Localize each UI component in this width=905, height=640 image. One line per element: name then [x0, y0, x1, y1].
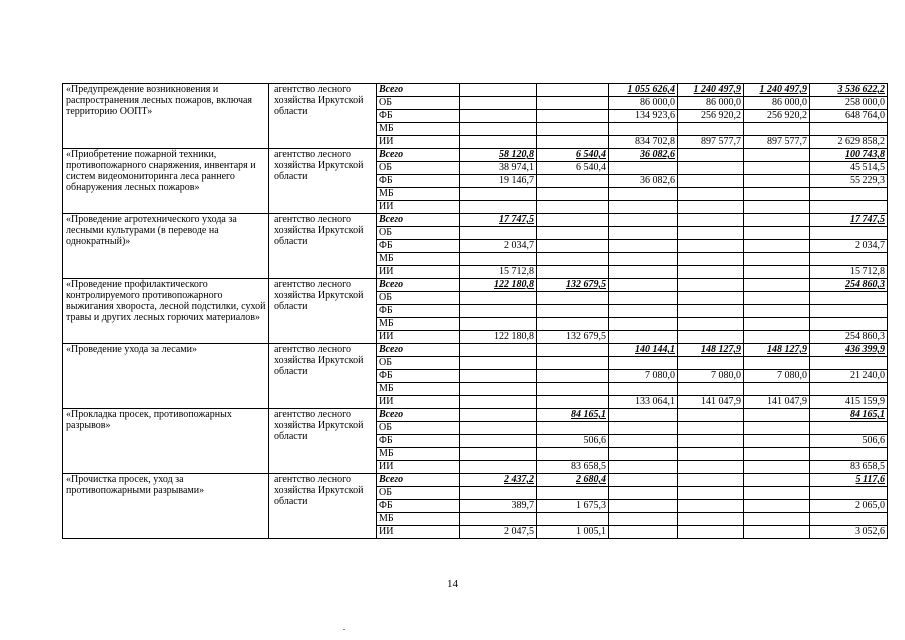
amount-cell — [810, 487, 888, 500]
table-row — [63, 149, 888, 162]
amount-cell: 2 047,5 — [460, 526, 537, 539]
amount-cell — [537, 513, 609, 526]
amount-cell — [460, 487, 537, 500]
amount-cell — [744, 227, 810, 240]
amount-cell — [537, 305, 609, 318]
amount-cell: 3 052,6 — [810, 526, 888, 539]
funding-source: ИИ — [377, 201, 460, 214]
amount-cell — [678, 331, 744, 344]
amount-cell: 148 127,9 — [678, 344, 744, 357]
amount-cell — [744, 448, 810, 461]
funding-source: ФБ — [377, 305, 460, 318]
amount-cell — [460, 253, 537, 266]
measure-name: «Предупреждение возникновения и распространения лесных пожаров, включая территорию ООПТ» — [63, 84, 269, 149]
executor: агентство лесного хозяйства Иркутской области — [269, 474, 377, 539]
amount-cell: 132 679,5 — [537, 331, 609, 344]
amount-cell — [678, 253, 744, 266]
amount-cell — [609, 162, 678, 175]
amount-cell — [678, 318, 744, 331]
amount-cell — [537, 487, 609, 500]
amount-cell — [744, 409, 810, 422]
amount-cell — [537, 123, 609, 136]
page-number: 14 — [447, 578, 458, 590]
amount-cell — [537, 253, 609, 266]
amount-cell: 2 437,2 — [460, 474, 537, 487]
amount-cell — [744, 513, 810, 526]
amount-cell — [537, 227, 609, 240]
amount-cell: 141 047,9 — [744, 396, 810, 409]
funding-source: МБ — [377, 318, 460, 331]
amount-cell — [460, 84, 537, 97]
amount-cell — [460, 136, 537, 149]
amount-cell — [460, 409, 537, 422]
amount-cell — [810, 383, 888, 396]
table-row — [63, 279, 888, 292]
amount-cell — [810, 318, 888, 331]
table-row — [63, 84, 888, 97]
funding-source: ИИ — [377, 266, 460, 279]
amount-cell: 148 127,9 — [744, 344, 810, 357]
amount-cell — [744, 383, 810, 396]
amount-cell — [678, 461, 744, 474]
funding-source: ФБ — [377, 370, 460, 383]
amount-cell — [537, 422, 609, 435]
amount-cell — [744, 292, 810, 305]
amount-cell — [678, 422, 744, 435]
executor: агентство лесного хозяйства Иркутской области — [269, 149, 377, 214]
amount-cell: 55 229,3 — [810, 175, 888, 188]
amount-cell — [744, 253, 810, 266]
amount-cell — [537, 188, 609, 201]
funding-source: ОБ — [377, 292, 460, 305]
funding-source: ОБ — [377, 162, 460, 175]
amount-cell — [537, 370, 609, 383]
measure-name: «Проведение профилактического контролируемого противопожарного выжигания хвороста, лесной подстилки, сухой травы и других лесных горючих материалов» — [63, 279, 269, 344]
amount-cell — [537, 201, 609, 214]
amount-cell — [537, 110, 609, 123]
amount-cell — [744, 175, 810, 188]
measure-name: «Проведение агротехнического ухода за лесными культурами (в переводе на однократный)» — [63, 214, 269, 279]
amount-cell — [744, 201, 810, 214]
amount-cell — [744, 461, 810, 474]
amount-cell — [678, 435, 744, 448]
amount-cell — [744, 318, 810, 331]
funding-source: МБ — [377, 383, 460, 396]
budget-table — [62, 83, 888, 539]
amount-cell — [609, 201, 678, 214]
funding-source: Всего — [377, 149, 460, 162]
amount-cell: 132 679,5 — [537, 279, 609, 292]
amount-cell — [810, 448, 888, 461]
amount-cell: 15 712,8 — [460, 266, 537, 279]
funding-source: МБ — [377, 188, 460, 201]
amount-cell — [537, 318, 609, 331]
amount-cell — [744, 149, 810, 162]
amount-cell — [609, 409, 678, 422]
amount-cell: 86 000,0 — [609, 97, 678, 110]
amount-cell — [537, 84, 609, 97]
amount-cell — [609, 448, 678, 461]
table-row — [63, 214, 888, 227]
amount-cell: 2 629 858,2 — [810, 136, 888, 149]
amount-cell: 436 399,9 — [810, 344, 888, 357]
executor: агентство лесного хозяйства Иркутской области — [269, 409, 377, 474]
amount-cell: 83 658,5 — [810, 461, 888, 474]
amount-cell — [678, 357, 744, 370]
amount-cell — [609, 357, 678, 370]
amount-cell — [678, 123, 744, 136]
funding-source: МБ — [377, 123, 460, 136]
amount-cell — [609, 422, 678, 435]
amount-cell: 2 680,4 — [537, 474, 609, 487]
amount-cell — [460, 201, 537, 214]
amount-cell: 36 082,6 — [609, 175, 678, 188]
funding-source: ОБ — [377, 227, 460, 240]
amount-cell — [744, 123, 810, 136]
table-row — [63, 409, 888, 422]
amount-cell — [537, 97, 609, 110]
amount-cell — [460, 227, 537, 240]
amount-cell — [678, 487, 744, 500]
amount-cell: 1 240 497,9 — [678, 84, 744, 97]
amount-cell: 58 120,8 — [460, 149, 537, 162]
amount-cell — [744, 422, 810, 435]
funding-source: ОБ — [377, 97, 460, 110]
amount-cell — [460, 97, 537, 110]
amount-cell: 2 034,7 — [460, 240, 537, 253]
amount-cell: 7 080,0 — [744, 370, 810, 383]
amount-cell — [609, 240, 678, 253]
amount-cell — [537, 214, 609, 227]
funding-source: ИИ — [377, 526, 460, 539]
amount-cell — [678, 448, 744, 461]
executor: агентство лесного хозяйства Иркутской области — [269, 84, 377, 149]
amount-cell: 897 577,7 — [678, 136, 744, 149]
amount-cell — [609, 526, 678, 539]
amount-cell: 389,7 — [460, 500, 537, 513]
amount-cell: 415 159,9 — [810, 396, 888, 409]
amount-cell — [810, 253, 888, 266]
amount-cell: 21 240,0 — [810, 370, 888, 383]
amount-cell: 86 000,0 — [744, 97, 810, 110]
amount-cell — [744, 214, 810, 227]
amount-cell: 17 747,5 — [810, 214, 888, 227]
funding-source: ОБ — [377, 422, 460, 435]
amount-cell — [609, 318, 678, 331]
amount-cell: 17 747,5 — [460, 214, 537, 227]
amount-cell: 256 920,2 — [678, 110, 744, 123]
amount-cell — [744, 526, 810, 539]
table-row — [63, 474, 888, 487]
amount-cell — [460, 513, 537, 526]
funding-source: Всего — [377, 214, 460, 227]
amount-cell — [460, 448, 537, 461]
amount-cell: 19 146,7 — [460, 175, 537, 188]
amount-cell — [678, 214, 744, 227]
amount-cell — [609, 513, 678, 526]
amount-cell — [609, 435, 678, 448]
amount-cell: 100 743,8 — [810, 149, 888, 162]
funding-source: Всего — [377, 409, 460, 422]
amount-cell — [460, 305, 537, 318]
amount-cell — [744, 435, 810, 448]
funding-source: Всего — [377, 84, 460, 97]
amount-cell — [678, 383, 744, 396]
amount-cell — [810, 201, 888, 214]
amount-cell — [609, 188, 678, 201]
amount-cell — [609, 279, 678, 292]
amount-cell — [744, 500, 810, 513]
amount-cell — [810, 227, 888, 240]
amount-cell — [537, 266, 609, 279]
amount-cell — [609, 292, 678, 305]
amount-cell: 83 658,5 — [537, 461, 609, 474]
executor: агентство лесного хозяйства Иркутской области — [269, 344, 377, 409]
amount-cell: 15 712,8 — [810, 266, 888, 279]
amount-cell: 122 180,8 — [460, 331, 537, 344]
measure-name: «Прочистка просек, уход за противопожарными разрывами» — [63, 474, 269, 539]
amount-cell: 86 000,0 — [678, 97, 744, 110]
amount-cell: 6 540,4 — [537, 162, 609, 175]
amount-cell: 648 764,0 — [810, 110, 888, 123]
amount-cell — [678, 201, 744, 214]
amount-cell: 7 080,0 — [678, 370, 744, 383]
amount-cell — [460, 396, 537, 409]
funding-source: ФБ — [377, 175, 460, 188]
amount-cell — [744, 188, 810, 201]
funding-source: Всего — [377, 279, 460, 292]
amount-cell — [609, 227, 678, 240]
amount-cell: 6 540,4 — [537, 149, 609, 162]
executor: агентство лесного хозяйства Иркутской области — [269, 214, 377, 279]
amount-cell — [810, 123, 888, 136]
amount-cell: 3 536 622,2 — [810, 84, 888, 97]
amount-cell — [810, 357, 888, 370]
amount-cell: 258 000,0 — [810, 97, 888, 110]
amount-cell — [678, 227, 744, 240]
amount-cell: 506,6 — [810, 435, 888, 448]
amount-cell — [678, 188, 744, 201]
amount-cell: 1 055 626,4 — [609, 84, 678, 97]
amount-cell: 133 064,1 — [609, 396, 678, 409]
amount-cell — [609, 123, 678, 136]
amount-cell: 834 702,8 — [609, 136, 678, 149]
amount-cell — [609, 266, 678, 279]
amount-cell: 134 923,6 — [609, 110, 678, 123]
amount-cell — [609, 487, 678, 500]
funding-source: Всего — [377, 474, 460, 487]
amount-cell — [460, 188, 537, 201]
funding-source: МБ — [377, 448, 460, 461]
amount-cell — [609, 305, 678, 318]
amount-cell — [678, 305, 744, 318]
amount-cell: 2 034,7 — [810, 240, 888, 253]
amount-cell: 38 974,1 — [460, 162, 537, 175]
amount-cell — [460, 318, 537, 331]
amount-cell — [537, 175, 609, 188]
amount-cell: 506,6 — [537, 435, 609, 448]
amount-cell — [678, 266, 744, 279]
amount-cell — [744, 279, 810, 292]
amount-cell — [609, 474, 678, 487]
amount-cell — [810, 422, 888, 435]
amount-cell — [460, 357, 537, 370]
amount-cell — [537, 344, 609, 357]
funding-source: ИИ — [377, 331, 460, 344]
amount-cell: 141 047,9 — [678, 396, 744, 409]
amount-cell — [810, 188, 888, 201]
amount-cell: 1 675,3 — [537, 500, 609, 513]
amount-cell — [460, 383, 537, 396]
amount-cell — [460, 292, 537, 305]
amount-cell — [609, 461, 678, 474]
amount-cell: 84 165,1 — [810, 409, 888, 422]
amount-cell — [460, 435, 537, 448]
amount-cell: 140 144,1 — [609, 344, 678, 357]
amount-cell — [537, 383, 609, 396]
amount-cell — [678, 175, 744, 188]
executor: агентство лесного хозяйства Иркутской области — [269, 279, 377, 344]
amount-cell — [537, 357, 609, 370]
table-row — [63, 344, 888, 357]
funding-source: ФБ — [377, 500, 460, 513]
amount-cell — [609, 253, 678, 266]
amount-cell — [810, 513, 888, 526]
amount-cell — [744, 474, 810, 487]
amount-cell — [810, 305, 888, 318]
amount-cell — [678, 526, 744, 539]
amount-cell: 7 080,0 — [609, 370, 678, 383]
amount-cell — [678, 279, 744, 292]
amount-cell — [678, 500, 744, 513]
amount-cell — [460, 123, 537, 136]
amount-cell — [609, 214, 678, 227]
amount-cell — [744, 266, 810, 279]
amount-cell: 254 860,3 — [810, 279, 888, 292]
amount-cell: 254 860,3 — [810, 331, 888, 344]
amount-cell — [744, 331, 810, 344]
amount-cell — [537, 396, 609, 409]
funding-source: МБ — [377, 253, 460, 266]
funding-source: МБ — [377, 513, 460, 526]
amount-cell: 122 180,8 — [460, 279, 537, 292]
funding-source: ОБ — [377, 357, 460, 370]
amount-cell — [460, 370, 537, 383]
amount-cell: 1 005,1 — [537, 526, 609, 539]
funding-source: ФБ — [377, 110, 460, 123]
amount-cell: 84 165,1 — [537, 409, 609, 422]
funding-source: ИИ — [377, 461, 460, 474]
funding-source: ФБ — [377, 240, 460, 253]
amount-cell — [537, 292, 609, 305]
funding-source: ИИ — [377, 396, 460, 409]
amount-cell — [537, 240, 609, 253]
amount-cell — [537, 448, 609, 461]
amount-cell — [744, 357, 810, 370]
amount-cell: 45 514,5 — [810, 162, 888, 175]
amount-cell: 897 577,7 — [744, 136, 810, 149]
amount-cell — [609, 383, 678, 396]
amount-cell — [678, 240, 744, 253]
amount-cell: 1 240 497,9 — [744, 84, 810, 97]
amount-cell — [537, 136, 609, 149]
amount-cell — [744, 305, 810, 318]
amount-cell — [678, 474, 744, 487]
amount-cell: 2 065,0 — [810, 500, 888, 513]
amount-cell — [460, 461, 537, 474]
amount-cell — [609, 500, 678, 513]
amount-cell — [744, 240, 810, 253]
amount-cell — [678, 513, 744, 526]
amount-cell — [810, 292, 888, 305]
funding-source: ФБ — [377, 435, 460, 448]
amount-cell — [460, 344, 537, 357]
scan-speck — [343, 629, 345, 630]
measure-name: «Проведение ухода за лесами» — [63, 344, 269, 409]
funding-source: ИИ — [377, 136, 460, 149]
funding-source: Всего — [377, 344, 460, 357]
amount-cell: 256 920,2 — [744, 110, 810, 123]
measure-name: «Приобретение пожарной техники, противопожарного снаряжения, инвентаря и систем видеомониторинга леса раннего обнаружения лесных пожаров» — [63, 149, 269, 214]
amount-cell — [678, 149, 744, 162]
amount-cell — [678, 292, 744, 305]
amount-cell: 36 082,6 — [609, 149, 678, 162]
measure-name: «Прокладка просек, противопожарных разрывов» — [63, 409, 269, 474]
amount-cell — [678, 162, 744, 175]
amount-cell — [744, 487, 810, 500]
amount-cell — [744, 162, 810, 175]
amount-cell — [460, 110, 537, 123]
funding-source: ОБ — [377, 487, 460, 500]
amount-cell — [460, 422, 537, 435]
amount-cell: 5 117,6 — [810, 474, 888, 487]
amount-cell — [678, 409, 744, 422]
amount-cell — [609, 331, 678, 344]
